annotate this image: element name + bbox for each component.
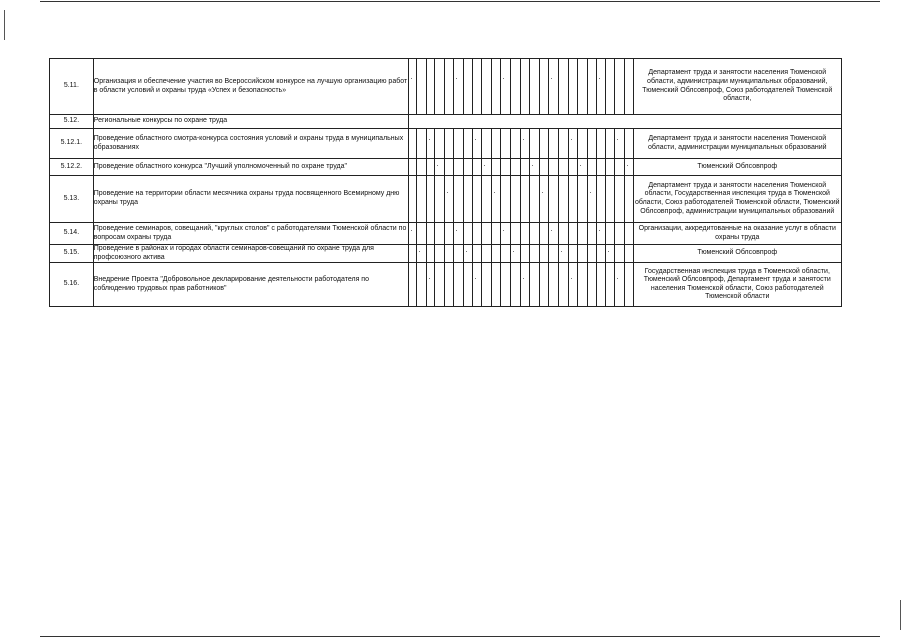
scan-bottom-border [40, 636, 880, 637]
scan-speck [571, 278, 572, 279]
schedule-cell [539, 176, 549, 223]
schedule-cell [597, 129, 606, 159]
scan-speck [456, 230, 457, 231]
schedule-cell [578, 245, 588, 263]
scan-left-edge-mark [4, 10, 5, 40]
table-row [50, 223, 842, 245]
schedule-cell [520, 159, 530, 176]
responsible-parties: Тюменский Облсовпроф [633, 159, 841, 176]
schedule-cell [568, 159, 578, 176]
schedule-cell [530, 245, 540, 263]
table-row [50, 176, 842, 223]
schedule-cell [605, 263, 615, 307]
schedule-cell [625, 159, 634, 176]
activity-name: Региональные конкурсы по охране труда [93, 115, 408, 129]
row-number: 5.12. [50, 115, 94, 129]
activity-name: Проведение областного смотра-конкурса состояния условий и охраны труда в муниципальных образованиях [93, 129, 408, 159]
schedule-cell [426, 129, 435, 159]
schedule-cell [615, 59, 625, 115]
activity-plan-table [49, 58, 842, 307]
schedule-cell [417, 263, 427, 307]
schedule-cell [549, 159, 559, 176]
schedule-cell [454, 129, 464, 159]
schedule-cell [549, 263, 559, 307]
scan-speck [419, 251, 420, 252]
schedule-cell [587, 59, 597, 115]
table-row [50, 159, 842, 176]
schedule-cell [454, 176, 464, 223]
schedule-cell [464, 176, 473, 223]
schedule-cell [444, 245, 454, 263]
schedule-cell [549, 176, 559, 223]
schedule-cell [520, 59, 530, 115]
schedule-cell [408, 223, 417, 245]
schedule-cell [587, 245, 597, 263]
schedule-cell [568, 263, 578, 307]
scan-speck [429, 278, 430, 279]
scan-speck [523, 139, 524, 140]
schedule-cell [568, 223, 578, 245]
schedule-cell [417, 176, 427, 223]
schedule-cell [520, 245, 530, 263]
schedule-cell [435, 245, 445, 263]
schedule-cell [539, 223, 549, 245]
schedule-cell [426, 59, 435, 115]
row-number: 5.15. [50, 245, 94, 263]
schedule-cell [578, 223, 588, 245]
schedule-cell [417, 223, 427, 245]
activity-name: Организация и обеспечение участия во Всероссийском конкурсе на лучшую организацию работ в области условий и охраны труда «Успех и безопасность» [93, 59, 408, 115]
schedule-cell [435, 263, 445, 307]
schedule-cell [568, 59, 578, 115]
scan-speck [561, 251, 562, 252]
schedule-cell [435, 223, 445, 245]
schedule-cell [464, 263, 473, 307]
schedule-cell [568, 245, 578, 263]
schedule-cell [482, 245, 492, 263]
schedule-cell [435, 129, 445, 159]
row-number: 5.12.2. [50, 159, 94, 176]
activity-name: Внедрение Проекта "Добровольное декларирование деятельности работодателя по соблюдению трудовых прав работников" [93, 263, 408, 307]
schedule-cell [587, 263, 597, 307]
scan-speck [627, 165, 628, 166]
schedule-cell [454, 159, 464, 176]
schedule-cell [408, 263, 417, 307]
schedule-cell [558, 223, 568, 245]
scan-speck [599, 230, 600, 231]
scan-speck [411, 78, 412, 79]
schedule-cell [530, 176, 540, 223]
schedule-cell [482, 263, 492, 307]
schedule-cell [501, 59, 511, 115]
schedule-cell [501, 129, 511, 159]
schedule-cell [501, 245, 511, 263]
schedule-cell [625, 223, 634, 245]
schedule-cell [426, 263, 435, 307]
schedule-cell [530, 223, 540, 245]
schedule-cell [615, 129, 625, 159]
schedule-cell [454, 245, 464, 263]
activity-name: Проведение на территории области месячника охраны труда посвященного Всемирному дню охраны труда [93, 176, 408, 223]
schedule-cell [605, 129, 615, 159]
schedule-cell [597, 159, 606, 176]
schedule-cell [530, 263, 540, 307]
schedule-cell [558, 129, 568, 159]
schedule-cell [444, 129, 454, 159]
schedule-cell [520, 129, 530, 159]
activity-name: Проведение областного конкурса "Лучший уполномоченный по охране труда" [93, 159, 408, 176]
scan-top-border [40, 1, 880, 2]
schedule-cell [578, 176, 588, 223]
schedule-cell [417, 159, 427, 176]
scan-right-edge-mark [900, 600, 901, 630]
schedule-cell [587, 129, 597, 159]
schedule-cell [539, 245, 549, 263]
schedule-cell [501, 223, 511, 245]
section-header-blank [408, 115, 841, 129]
schedule-cell [491, 245, 501, 263]
schedule-cell [454, 59, 464, 115]
schedule-cell [615, 176, 625, 223]
schedule-cell [417, 245, 427, 263]
schedule-cell [587, 223, 597, 245]
schedule-cell [482, 129, 492, 159]
schedule-cell [605, 59, 615, 115]
schedule-cell [408, 129, 417, 159]
schedule-cell [426, 159, 435, 176]
scan-speck [551, 230, 552, 231]
schedule-cell [549, 59, 559, 115]
schedule-cell [408, 159, 417, 176]
responsible-parties: Департамент труда и занятости населения Тюменской области, администрации муниципальных образований [633, 129, 841, 159]
scan-speck [599, 78, 600, 79]
scan-speck [608, 251, 609, 252]
row-number: 5.11. [50, 59, 94, 115]
schedule-cell [520, 176, 530, 223]
scan-speck [466, 251, 467, 252]
row-number: 5.13. [50, 176, 94, 223]
schedule-cell [491, 223, 501, 245]
schedule-cell [558, 263, 568, 307]
schedule-cell [501, 159, 511, 176]
schedule-cell [625, 129, 634, 159]
table-row [50, 115, 842, 129]
schedule-cell [549, 129, 559, 159]
schedule-cell [510, 176, 520, 223]
schedule-cell [605, 176, 615, 223]
scan-speck [503, 78, 504, 79]
schedule-cell [597, 59, 606, 115]
schedule-cell [510, 263, 520, 307]
schedule-cell [482, 223, 492, 245]
schedule-cell [491, 59, 501, 115]
schedule-cell [510, 245, 520, 263]
responsible-parties: Департамент труда и занятости населения Тюменской области, Государственная инспекция труда в Тюменской области, Союз работодателей Тюменской области, Тюменский Облсовпроф, администрации муниципальных образований [633, 176, 841, 223]
scan-speck [429, 139, 430, 140]
schedule-cell [549, 245, 559, 263]
schedule-cell [605, 159, 615, 176]
schedule-cell [408, 59, 417, 115]
schedule-cell [426, 176, 435, 223]
scan-speck [551, 78, 552, 79]
schedule-cell [491, 263, 501, 307]
schedule-cell [491, 159, 501, 176]
schedule-cell [408, 245, 417, 263]
schedule-cell [444, 159, 454, 176]
schedule-cell [426, 245, 435, 263]
schedule-cell [568, 176, 578, 223]
schedule-cell [472, 263, 482, 307]
schedule-cell [558, 159, 568, 176]
scan-speck [475, 139, 476, 140]
schedule-cell [426, 223, 435, 245]
row-number: 5.14. [50, 223, 94, 245]
schedule-cell [435, 59, 445, 115]
responsible-parties: Государственная инспекция труда в Тюменской области, Тюменский Облсовпроф, Департамент труда и занятости населения Тюменской области, Союз работодателей Тюменской области [633, 263, 841, 307]
scan-speck [475, 278, 476, 279]
scan-speck [590, 192, 591, 193]
scan-speck [571, 139, 572, 140]
schedule-cell [417, 129, 427, 159]
scan-speck [542, 192, 543, 193]
schedule-cell [539, 263, 549, 307]
schedule-cell [435, 176, 445, 223]
schedule-cell [625, 59, 634, 115]
schedule-cell [482, 159, 492, 176]
schedule-cell [615, 159, 625, 176]
schedule-cell [472, 245, 482, 263]
schedule-cell [444, 176, 454, 223]
schedule-cell [491, 176, 501, 223]
schedule-cell [578, 59, 588, 115]
schedule-cell [578, 129, 588, 159]
activity-name: Проведение в районах и городах области семинаров-совещаний по охране труда для профсоюзного актива [93, 245, 408, 263]
schedule-cell [615, 245, 625, 263]
scan-speck [411, 230, 412, 231]
schedule-cell [568, 129, 578, 159]
schedule-cell [520, 263, 530, 307]
schedule-cell [558, 59, 568, 115]
schedule-cell [597, 176, 606, 223]
row-number: 5.16. [50, 263, 94, 307]
scan-speck [503, 230, 504, 231]
schedule-cell [408, 176, 417, 223]
schedule-cell [464, 59, 473, 115]
schedule-cell [510, 159, 520, 176]
schedule-cell [530, 159, 540, 176]
schedule-cell [605, 223, 615, 245]
schedule-cell [435, 159, 445, 176]
schedule-cell [501, 176, 511, 223]
schedule-cell [597, 223, 606, 245]
schedule-cell [472, 176, 482, 223]
schedule-cell [539, 59, 549, 115]
scan-speck [532, 165, 533, 166]
schedule-cell [464, 223, 473, 245]
scan-speck [523, 278, 524, 279]
schedule-cell [510, 223, 520, 245]
schedule-cell [454, 263, 464, 307]
schedule-cell [417, 59, 427, 115]
schedule-cell [464, 245, 473, 263]
schedule-cell [501, 263, 511, 307]
table-row [50, 129, 842, 159]
schedule-cell [472, 159, 482, 176]
schedule-cell [549, 223, 559, 245]
responsible-parties: Тюменский Облсовпроф [633, 245, 841, 263]
activity-name: Проведение семинаров, совещаний, "круглых столов" с работодателями Тюменской области по вопросам охраны труда [93, 223, 408, 245]
schedule-cell [625, 176, 634, 223]
schedule-cell [578, 263, 588, 307]
schedule-cell [464, 129, 473, 159]
schedule-cell [625, 245, 634, 263]
schedule-cell [605, 245, 615, 263]
scan-speck [513, 251, 514, 252]
table-row [50, 245, 842, 263]
schedule-cell [539, 159, 549, 176]
scan-speck [580, 165, 581, 166]
schedule-cell [530, 59, 540, 115]
schedule-cell [587, 159, 597, 176]
schedule-cell [597, 245, 606, 263]
responsible-parties: Организации, аккредитованные на оказание услуг в области охраны труда [633, 223, 841, 245]
schedule-cell [444, 59, 454, 115]
schedule-cell [578, 159, 588, 176]
scan-speck [484, 165, 485, 166]
scan-speck [437, 165, 438, 166]
schedule-cell [558, 245, 568, 263]
schedule-cell [558, 176, 568, 223]
schedule-cell [510, 129, 520, 159]
schedule-cell [625, 263, 634, 307]
scan-speck [617, 139, 618, 140]
schedule-cell [587, 176, 597, 223]
schedule-cell [482, 59, 492, 115]
schedule-cell [597, 263, 606, 307]
schedule-cell [472, 223, 482, 245]
scan-speck [617, 278, 618, 279]
schedule-cell [444, 223, 454, 245]
scan-speck [494, 192, 495, 193]
schedule-cell [464, 159, 473, 176]
schedule-cell [539, 129, 549, 159]
scan-speck [447, 192, 448, 193]
scan-speck [456, 78, 457, 79]
schedule-cell [491, 129, 501, 159]
row-number: 5.12.1. [50, 129, 94, 159]
table-row [50, 59, 842, 115]
schedule-cell [615, 223, 625, 245]
schedule-cell [472, 59, 482, 115]
schedule-cell [530, 129, 540, 159]
schedule-cell [510, 59, 520, 115]
schedule-cell [482, 176, 492, 223]
table-row [50, 263, 842, 307]
schedule-cell [520, 223, 530, 245]
schedule-cell [444, 263, 454, 307]
responsible-parties: Департамент труда и занятости населения Тюменской области, администрации муниципальных образований, Тюменский Облсовпроф, Союз работодателей Тюменской области, [633, 59, 841, 115]
schedule-cell [454, 223, 464, 245]
schedule-cell [615, 263, 625, 307]
schedule-cell [472, 129, 482, 159]
